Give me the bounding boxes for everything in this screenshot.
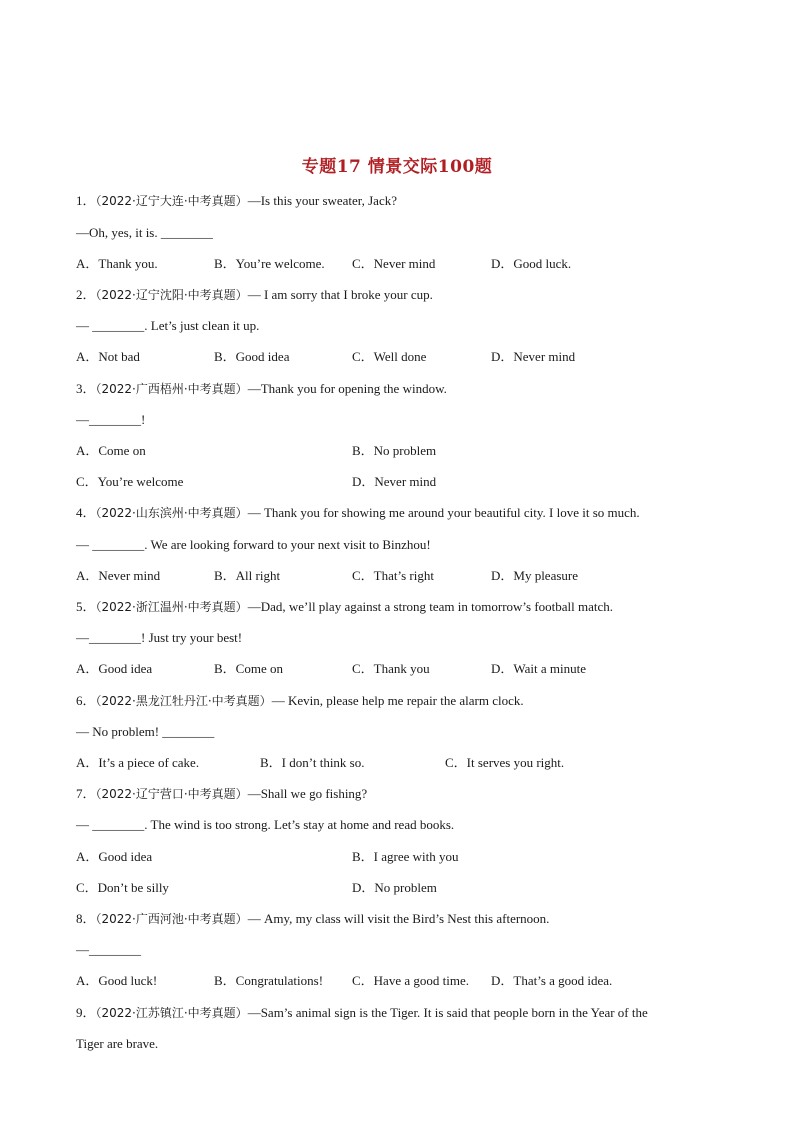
option-d: D．Never mind: [352, 474, 437, 489]
question-9-continuation: Tiger are brave.: [76, 1036, 159, 1051]
question-text: —Shall we go fishing?: [247, 786, 368, 801]
option-b: B．I don’t think so.: [260, 755, 365, 770]
question-number: 7．: [76, 786, 96, 801]
option-b: B．All right: [214, 568, 281, 583]
option-b: B．No problem: [352, 443, 437, 458]
question-number: 6．: [76, 693, 96, 708]
option-c: C．Never mind: [352, 256, 436, 271]
question-3-response: —________!: [76, 412, 146, 427]
option-a: A．Good idea: [76, 849, 153, 864]
question-text: — Kevin, please help me repair the alarm clock.: [271, 693, 524, 708]
option-c: C．That’s right: [352, 568, 434, 583]
option-c: C．Well done: [352, 349, 427, 364]
option-a: A．Come on: [76, 443, 146, 458]
option-b: B．I agree with you: [352, 849, 459, 864]
option-d: D．Wait a minute: [491, 661, 586, 676]
question-5-response: —________! Just try your best!: [76, 630, 243, 645]
question-text: —Dad, we’ll play against a strong team in tomorrow’s football match.: [247, 599, 614, 614]
question-1-response: —Oh, yes, it is. ________: [76, 225, 213, 240]
option-c: C．Thank you: [352, 661, 430, 676]
question-6-response: — No problem! ________: [76, 724, 215, 739]
question-5-stem: [76, 599, 613, 615]
question-1-stem: [76, 193, 397, 209]
question-source: （2022·浙江温州·中考真题）: [95, 600, 248, 614]
question-2-stem: [76, 287, 433, 303]
question-6-stem: [76, 693, 524, 709]
option-c: C．Don’t be silly: [76, 880, 169, 895]
option-c: C．You’re welcome: [76, 474, 184, 489]
option-d: D．Never mind: [491, 349, 576, 364]
question-number: 9．: [76, 1005, 96, 1020]
question-number: 3．: [76, 381, 96, 396]
option-b: B．Congratulations!: [214, 973, 324, 988]
question-4-stem: [76, 505, 640, 521]
question-source: （2022·辽宁大连·中考真题）: [95, 194, 248, 208]
question-number: 2．: [76, 287, 96, 302]
option-c: C．Have a good time.: [352, 973, 469, 988]
question-source: （2022·辽宁沈阳·中考真题）: [95, 288, 248, 302]
option-a: A．It’s a piece of cake.: [76, 755, 200, 770]
question-number: 4．: [76, 505, 96, 520]
question-source: （2022·辽宁营口·中考真题）: [95, 787, 248, 801]
option-d: D．That’s a good idea.: [491, 973, 613, 988]
question-source: （2022·广西河池·中考真题）: [95, 912, 248, 926]
question-text: —Is this your sweater, Jack?: [247, 193, 397, 208]
question-source: （2022·山东滨州·中考真题）: [95, 506, 248, 520]
question-text: — I am sorry that I broke your cup.: [247, 287, 433, 302]
question-text: — Amy, my class will visit the Bird’s Nest this afternoon.: [247, 911, 550, 926]
question-source: （2022·广西梧州·中考真题）: [95, 382, 248, 396]
option-b: B．Come on: [214, 661, 283, 676]
question-number: 5．: [76, 599, 96, 614]
option-a: A．Good idea: [76, 661, 153, 676]
question-4-response: — ________. We are looking forward to your next visit to Binzhou!: [76, 537, 431, 552]
question-number: 1．: [76, 193, 96, 208]
question-source: （2022·黑龙江牡丹江·中考真题）: [95, 694, 272, 708]
question-source: （2022·江苏镇江·中考真题）: [95, 1006, 248, 1020]
option-d: D．Good luck.: [491, 256, 572, 271]
option-a: A．Good luck!: [76, 973, 158, 988]
question-text: — Thank you for showing me around your beautiful city. I love it so much.: [247, 505, 640, 520]
option-b: B．Good idea: [214, 349, 290, 364]
question-8-stem: [76, 911, 549, 927]
question-7-stem: [76, 786, 367, 802]
option-c: C．It serves you right.: [445, 755, 565, 770]
option-d: D．My pleasure: [491, 568, 579, 583]
question-9-stem: [76, 1005, 648, 1021]
option-d: D．No problem: [352, 880, 437, 895]
question-text: —Thank you for opening the window.: [247, 381, 447, 396]
question-number: 8．: [76, 911, 96, 926]
question-2-response: — ________. Let’s just clean it up.: [76, 318, 260, 333]
option-b: B．You’re welcome.: [214, 256, 325, 271]
question-text: —Sam’s animal sign is the Tiger. It is said that people born in the Year of the: [247, 1005, 648, 1020]
option-a: A．Thank you.: [76, 256, 158, 271]
page-title: 专题17 情景交际100题: [301, 157, 493, 177]
question-7-response: — ________. The wind is too strong. Let’s stay at home and read books.: [76, 817, 455, 832]
option-a: A．Never mind: [76, 568, 161, 583]
question-3-stem: [76, 381, 447, 397]
question-8-response: —________: [76, 942, 141, 957]
option-a: A．Not bad: [76, 349, 140, 364]
